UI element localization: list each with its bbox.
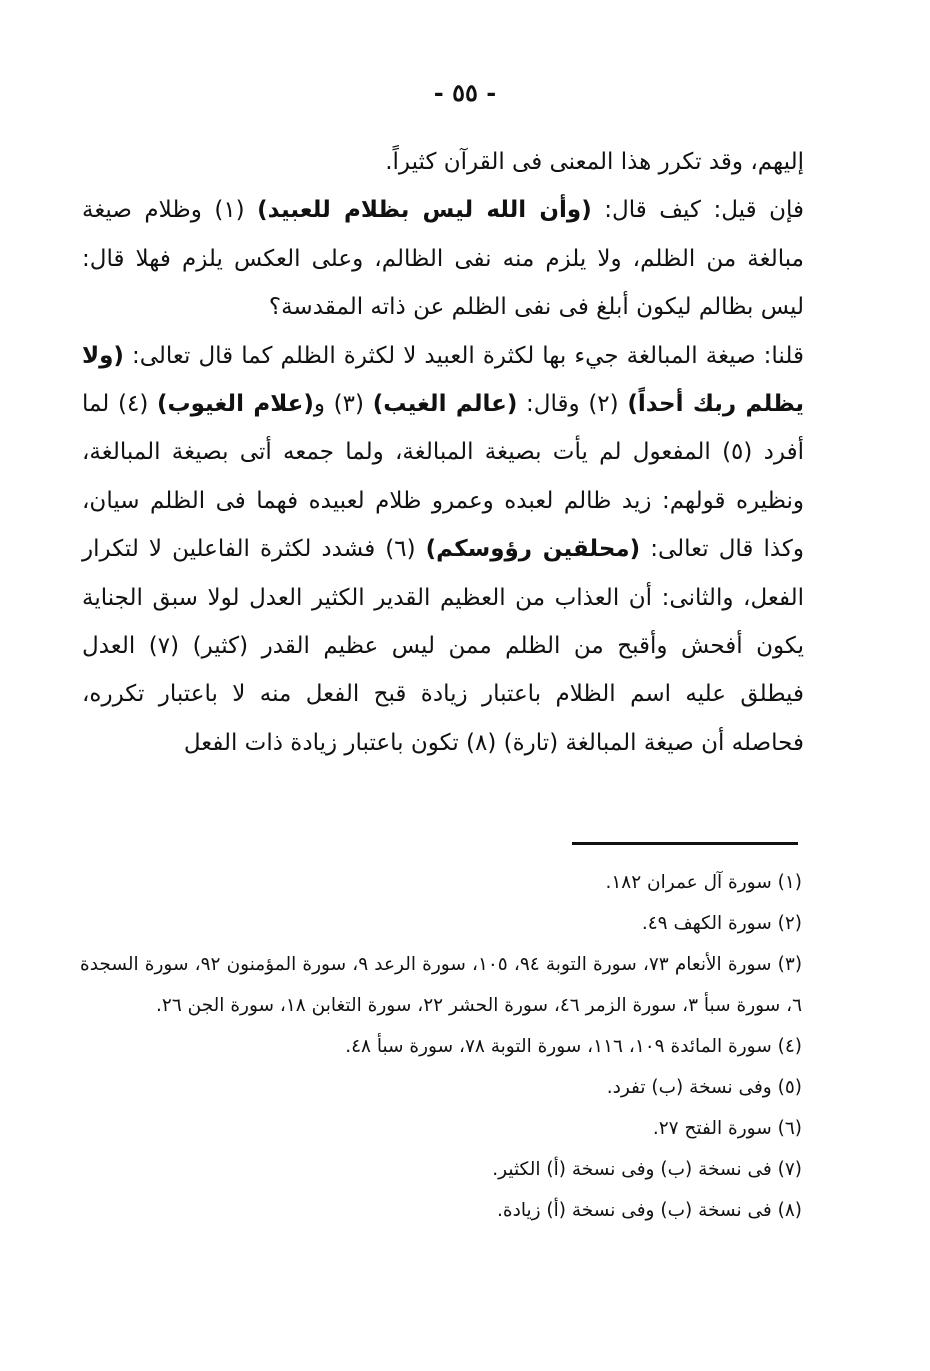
body-text-segment: (٣) و [313,391,373,418]
footnote: (٥) وفى نسخة (ب) تفرد. [606,1077,802,1098]
body-text-segment: (١) وظلام صيغة مبالغة من الظلم، ولا يلزم منه نفى الظالم، وعلى العكس يلزم فهلا قال: ليس بظالم ليكون أبلغ فى نفى الظلم عن ذاته المقدسة؟ [82,197,804,321]
footnote: (٨) فى نسخة (ب) وفى نسخة (أ) زيادة. [497,1200,802,1221]
body-text [82,138,804,767]
quran-quote: (عالم الغيب) [372,391,518,418]
body-text-segment: (٦) فشدد لكثرة الفاعلين لا لتكرار الفعل، والثانى: أن العذاب من العظيم القدير الكثير العدل لولا سبق الجناية يكون أفحش وأقبح من الظلم ممن ليس عظيم القدر (كثير) (٧) العدل فيطلق عليه اسم الظلام باعتبار زيادة قبح الفعل منه لا باعتبار تكرره، فحاصله أن صيغة المبالغة (تارة) (٨) تكون باعتبار زيادة ذات الفعل [82,536,804,756]
body-text-segment: قلنا: صيغة المبالغة جيء بها لكثرة العبيد لا لكثرة الظلم كما قال تعالى: [123,342,804,369]
body-paragraph [82,186,804,331]
quran-quote: (محلقين رؤوسكم) [425,536,641,563]
body-text-segment: (٢) وقال: [517,391,628,418]
footnote: (١) سورة آل عمران ١٨٢. [605,872,802,893]
quran-quote: (علام الغيوب) [157,391,314,418]
footnote: (٤) سورة المائدة ١٠٩، ١١٦، سورة التوبة ٧٨، سورة سبأ ٤٨. [345,1036,802,1057]
footnote-separator [572,842,798,845]
footnote: (٣) سورة الأنعام ٧٣، سورة التوبة ٩٤، ١٠٥، سورة الرعد ٩، سورة المؤمنون ٩٢، سورة السجدة ٦، سورة سبأ ٣، سورة الزمر ٤٦، سورة الحشر ٢٢، سورة التغابن ١٨، سورة الجن ٢٦. [80,954,803,1016]
body-text-segment: فإن قيل: كيف قال: [591,197,804,224]
footnotes [80,862,802,1231]
footnote: (٧) فى نسخة (ب) وفى نسخة (أ) الكثير. [492,1159,802,1180]
body-text-segment: (٤) لما أفرد (٥) المفعول لم يأت بصيغة المبالغة، ولما جمعه أتى بصيغة المبالغة، ونظيره قولهم: زيد ظالم لعبده وعمرو ظلام لعبيده فهما فى الظلم سيان، وكذا قال تعالى: [82,391,804,563]
footnote: (٢) سورة الكهف ٤٩. [641,913,802,934]
body-paragraph [82,332,804,768]
footnote: (٦) سورة الفتح ٢٧. [652,1118,802,1139]
quran-quote: (ولا يظلم ربك أحداً) [82,342,804,418]
body-text-segment: إليهم، وقد تكرر هذا المعنى فى القرآن كثيراً. [385,149,804,175]
page-number: - ٥٥ - [433,78,497,107]
body-paragraph [82,138,804,186]
quran-quote: (وأن الله ليس بظلام للعبيد) [257,197,592,224]
